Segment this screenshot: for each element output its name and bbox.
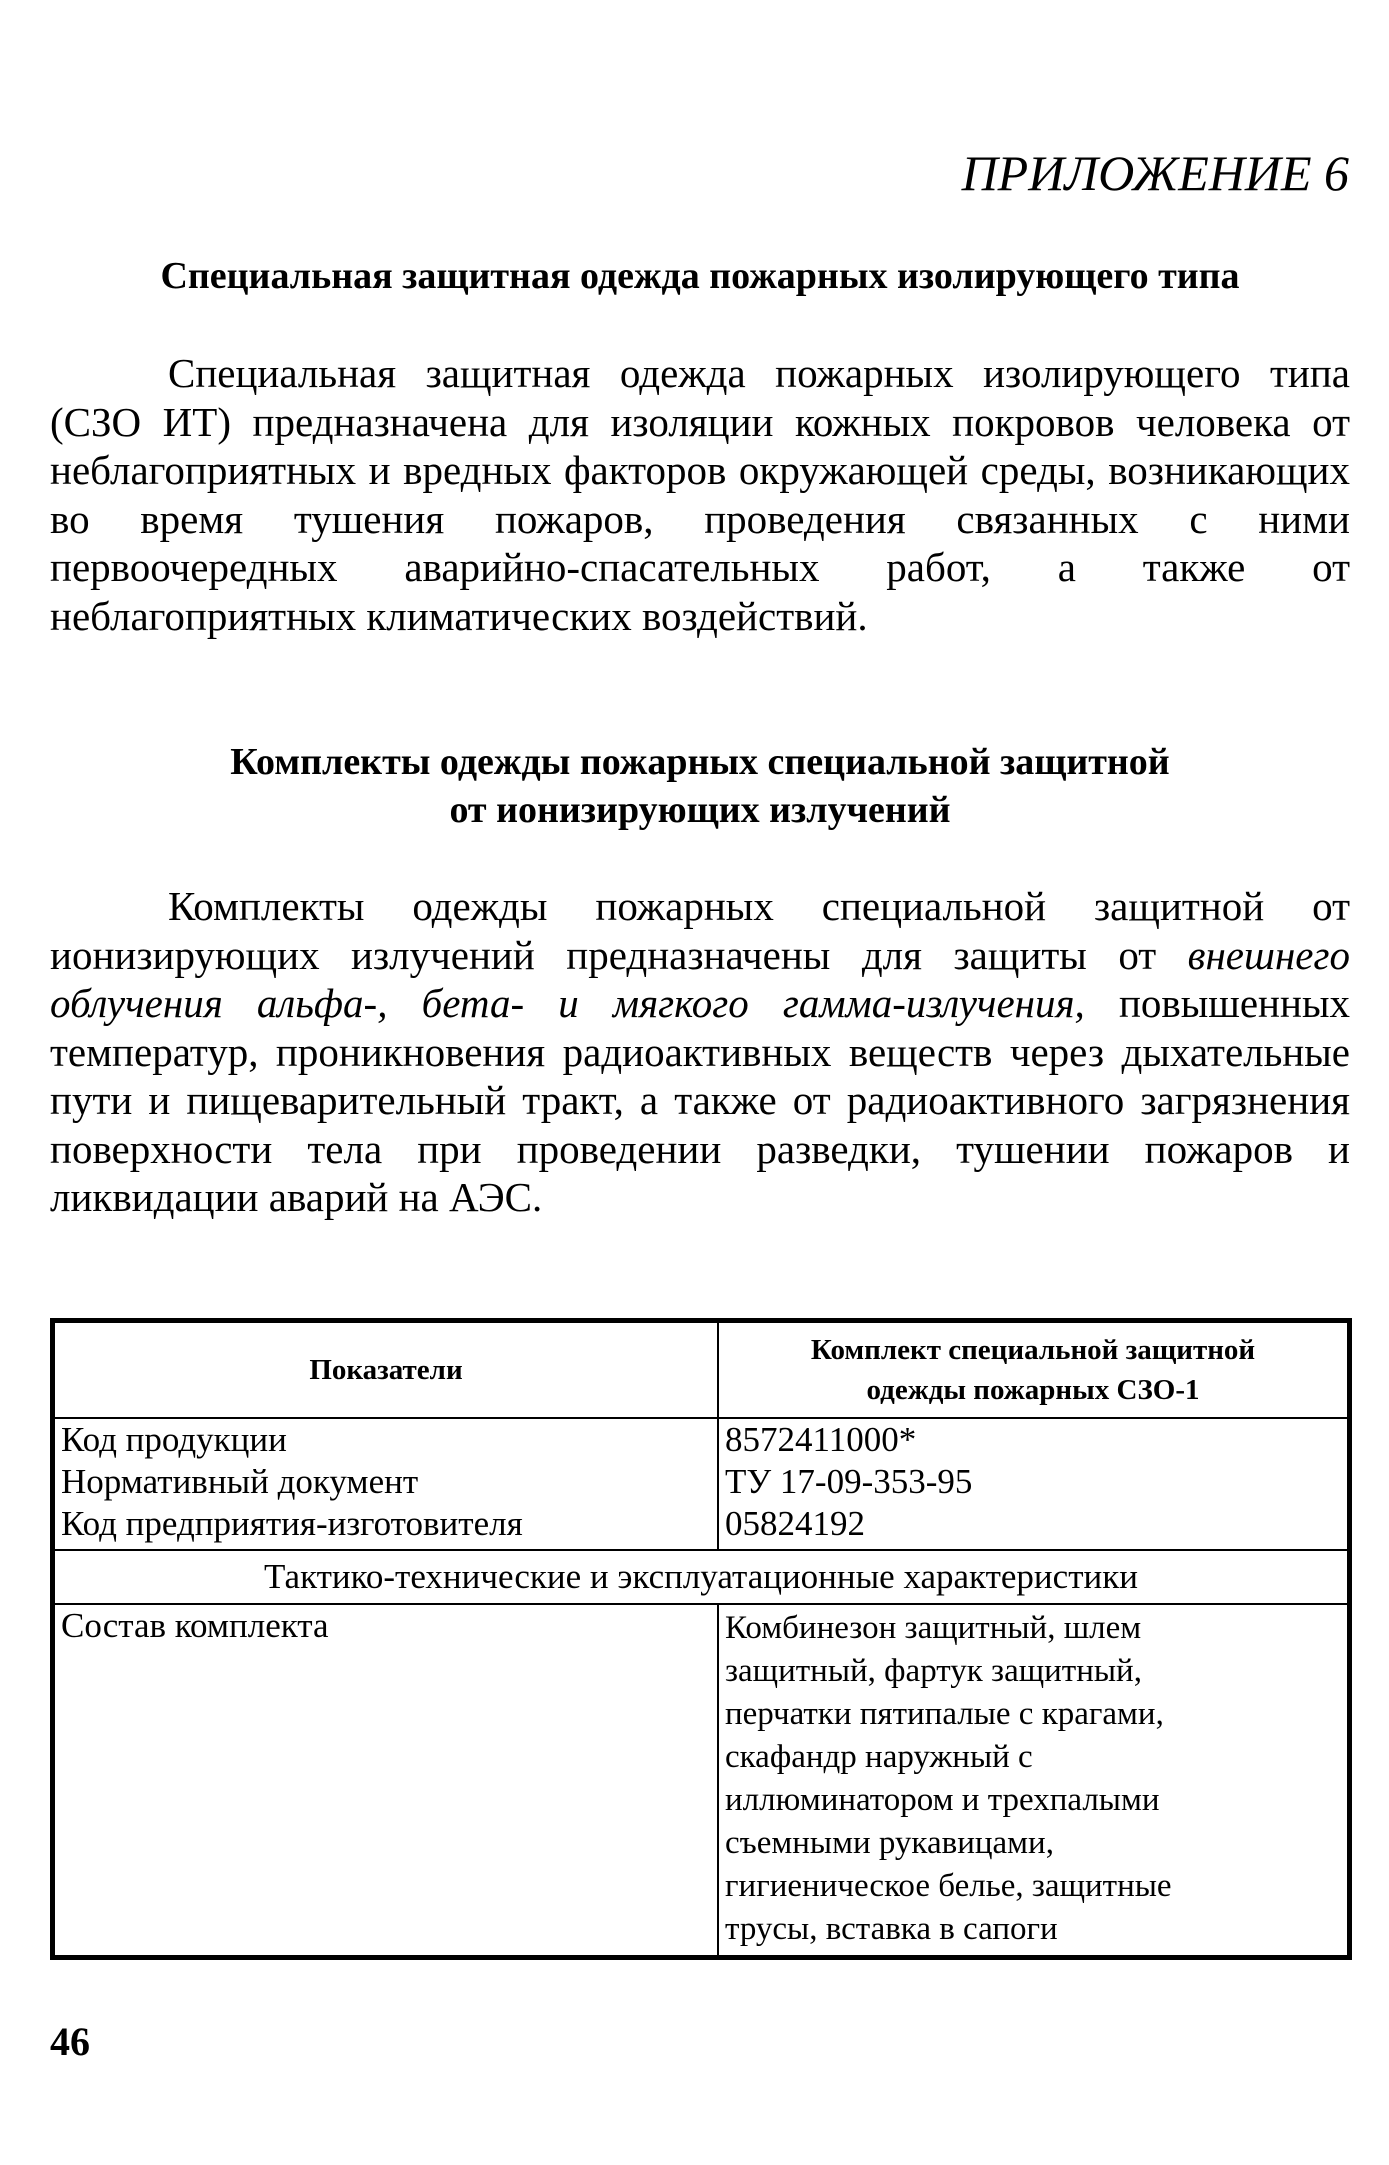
section2-title xyxy=(50,738,1350,834)
table-row xyxy=(54,1604,1348,1956)
label-normative-document: Нормативный документ xyxy=(61,1462,419,1501)
section1-paragraph: Специальная защитная одежда пожарных изолирующего типа (СЗО ИТ) предназначена для изоляции кожных покровов человека от неблагоприятных и вредных факторов окружающей среды, возникающих во время тушения пожаров, проведения связанных с ними первоочередных аварийно-спасательных работ, а также от неблагоприятных климатических воздействий. xyxy=(50,350,1350,639)
composition-value xyxy=(718,1604,1348,1956)
header-kit-line2: одежды пожарных СЗО-1 xyxy=(866,1374,1200,1406)
table-section-row xyxy=(54,1550,1348,1604)
page-number: 46 xyxy=(50,2019,90,2064)
section2-paragraph xyxy=(50,882,1350,1222)
appendix-label: ПРИЛОЖЕНИЕ 6 xyxy=(961,145,1349,201)
codes-values-cell xyxy=(718,1418,1348,1550)
table-row xyxy=(54,1418,1348,1550)
codes-labels-cell xyxy=(54,1418,718,1550)
composition-line: иллюминатором и трехпалыми xyxy=(725,1782,1160,1818)
section1-title: Специальная защитная одежда пожарных изолирующего типа xyxy=(160,255,1240,297)
table-header-row xyxy=(54,1322,1348,1418)
header-kit xyxy=(718,1322,1348,1418)
composition-line: перчатки пятипалые с крагами, xyxy=(725,1696,1164,1732)
section2-title-line2: от ионизирующих излучений xyxy=(449,789,951,831)
label-manufacturer-code: Код предприятия-изготовителя xyxy=(61,1504,523,1543)
composition-line: трусы, вставка в сапоги xyxy=(725,1911,1058,1947)
composition-line: Комбинезон защитный, шлем xyxy=(725,1610,1142,1646)
section2-paragraph-part2: повышенных температур, проникновения радиоактивных веществ через дыхательные пути и пищеварительный тракт, а также от радиоактивного загрязнения поверхности тела при проведении разведки, тушении пожаров и ликвидации аварий на АЭС. xyxy=(50,980,1350,1220)
specifications-table xyxy=(50,1318,1352,1960)
composition-line: скафандр наружный с xyxy=(725,1739,1033,1775)
header-indicators: Показатели xyxy=(54,1322,718,1418)
composition-line: защитный, фартук защитный, xyxy=(725,1653,1142,1689)
value-manufacturer-code: 05824192 xyxy=(725,1504,865,1543)
section2-paragraph-part1: Комплекты одежды пожарных специальной защитной от ионизирующих излучений предназначены для защиты от xyxy=(50,883,1350,978)
section2-paragraph-italic: внешнего облучения альфа-, бета- и мягкого гамма-излучения, xyxy=(50,931,1350,1026)
label-product-code: Код продукции xyxy=(61,1420,287,1459)
value-normative-document: ТУ 17-09-353-95 xyxy=(725,1462,973,1501)
composition-label: Состав комплекта xyxy=(54,1604,718,1956)
composition-line: гигиеническое белье, защитные xyxy=(725,1868,1172,1904)
value-product-code: 8572411000* xyxy=(725,1420,917,1459)
section-row-title: Тактико-технические и эксплуатационные характеристики xyxy=(54,1550,1348,1604)
section2-title-line1: Комплекты одежды пожарных специальной защитной xyxy=(230,741,1170,783)
composition-line: съемными рукавицами, xyxy=(725,1825,1054,1861)
header-kit-line1: Комплект специальной защитной xyxy=(810,1334,1256,1366)
